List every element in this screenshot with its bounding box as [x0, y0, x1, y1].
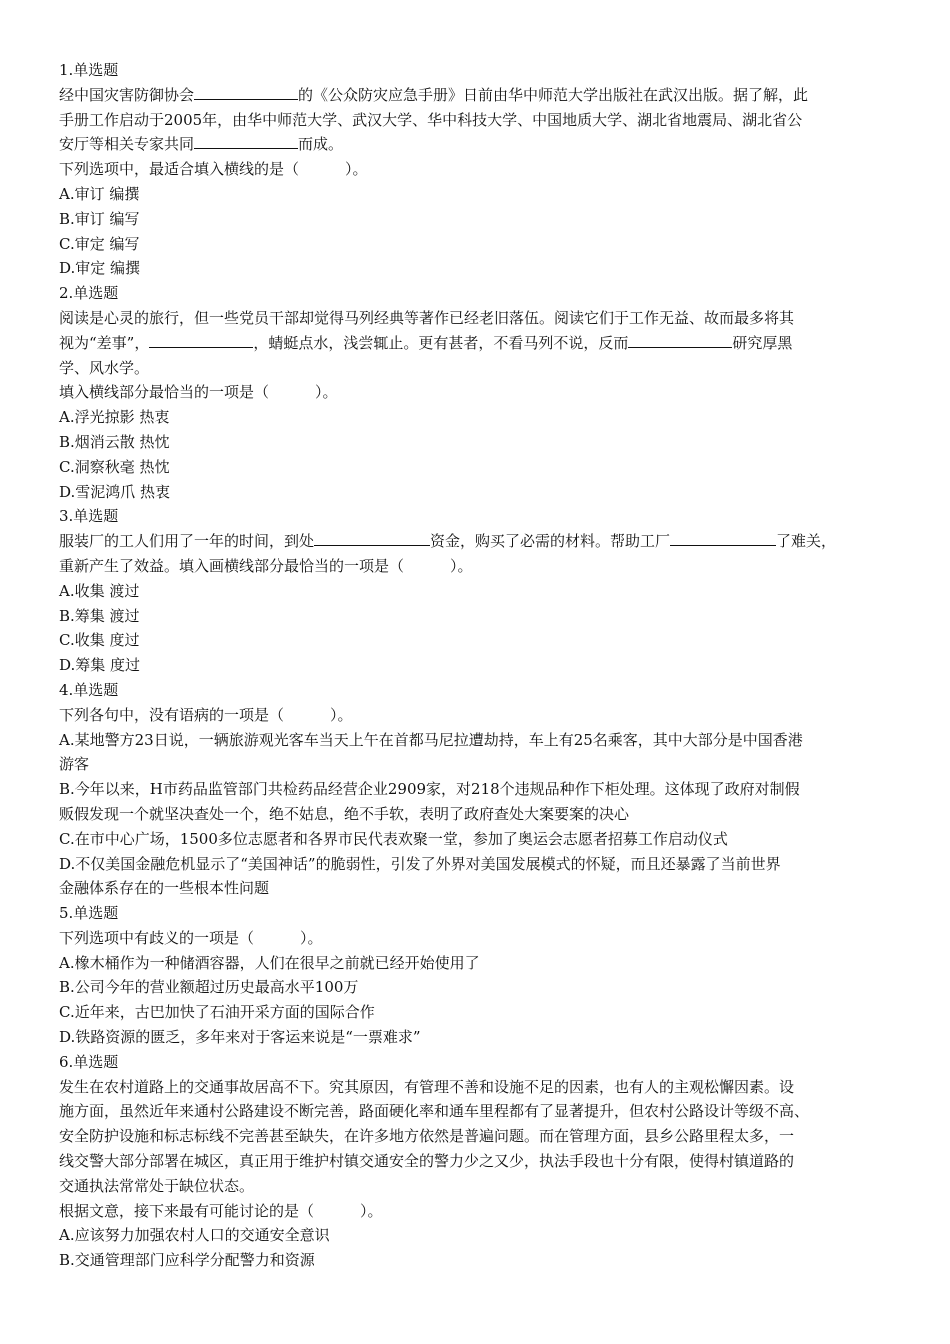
q6-heading: 6.单选题: [59, 1052, 119, 1071]
q4-option-c[interactable]: C.在市中心广场，1500多位志愿者和各界市民代表欢聚一堂，参加了奥运会志愿者招募工作启动仪式: [59, 829, 728, 848]
q6-stem-line-3: 安全防护设施和标志标线不完善甚至缺失，在许多地方依然是普遍问题。而在管理方面，县乡公路里程太多，一: [59, 1127, 795, 1146]
q5-option-a[interactable]: A.橡木桶作为一种储酒容器，人们在很早之前就已经开始使用了: [59, 953, 480, 972]
q1-option-c[interactable]: C.审定 编写: [59, 234, 140, 253]
q4-option-b-line-1[interactable]: B.今年以来，H市药品监管部门共检药品经营企业2909家，对218个违规品种作下柜处理。这体现了政府对制假: [59, 780, 800, 799]
q4-option-d-line-2[interactable]: 金融体系存在的一些根本性问题: [59, 879, 270, 898]
q2-option-c[interactable]: C.洞察秋毫 热忱: [59, 457, 170, 476]
fill-blank: [628, 333, 732, 348]
q6-stem-line-5: 交通执法常常处于缺位状态。: [59, 1176, 255, 1195]
q1-stem-line-2: 手册工作启动于2005年，由华中师范大学、武汉大学、华中科技大学、中国地质大学、湖北省地震局、湖北省公: [59, 110, 803, 129]
q6-option-b[interactable]: B.交通管理部门应科学分配警力和资源: [59, 1251, 315, 1270]
q4-option-a-line-2[interactable]: 游客: [59, 755, 90, 774]
q4-option-d-line-1[interactable]: D.不仅美国金融危机显示了“美国神话”的脆弱性，引发了外界对美国发展模式的怀疑，而且还暴露了当前世界: [59, 854, 781, 873]
q2-stem-line-3: 学、风水学。: [59, 358, 150, 377]
q6-stem-line-2: 施方面，虽然近年来通村公路建设不断完善，路面硬化率和通车里程都有了显著提升，但农村公路设计等级不高、: [59, 1102, 810, 1121]
q4-prompt: 下列各句中，没有语病的一项是（ ）。: [59, 705, 353, 724]
q3-stem-line-2: 重新产生了效益。填入画横线部分最恰当的一项是（ ）。: [59, 556, 473, 575]
q6-stem-line-4: 线交警大部分部署在城区，真正用于维护村镇交通安全的警力少之又少，执法手段也十分有限，使得村镇道路的: [59, 1152, 795, 1171]
q1-stem-line-3: 安厅等相关专家共同 而成。: [59, 135, 344, 154]
q1-prompt: 下列选项中，最适合填入横线的是（ ）。: [59, 160, 368, 179]
q3-option-d[interactable]: D.筹集 度过: [59, 656, 141, 675]
q6-stem-line-1: 发生在农村道路上的交通事故居高不下。究其原因，有管理不善和设施不足的因素，也有人的主观松懈因素。设: [59, 1077, 795, 1096]
fill-blank: [149, 333, 253, 348]
q5-prompt: 下列选项中有歧义的一项是（ ）。: [59, 928, 323, 947]
q3-option-a[interactable]: A.收集 渡过: [59, 581, 140, 600]
q3-option-b[interactable]: B.筹集 渡过: [59, 606, 140, 625]
exam-page: [59, 58, 891, 1273]
q3-heading: 3.单选题: [59, 507, 119, 526]
q4-option-b-line-2[interactable]: 贩假发现一个就坚决查处一个，绝不姑息，绝不手软，表明了政府查处大案要案的决心: [59, 804, 630, 823]
q1-heading: 1.单选题: [59, 61, 119, 79]
q4-option-a-line-1[interactable]: A.某地警方23日说，一辆旅游观光客车当天上午在首都马尼拉遭劫持，车上有25名乘客，其中大部分是中国香港: [59, 730, 803, 749]
q1-stem-line-1: 经中国灾害防御协会 的《公众防灾应急手册》日前由华中师范大学出版社在武汉出版。据了解，此: [59, 85, 809, 104]
fill-blank: [314, 531, 430, 546]
q2-option-d[interactable]: D.雪泥鸿爪 热衷: [59, 482, 171, 501]
q2-prompt: 填入横线部分最恰当的一项是（ ）。: [59, 383, 338, 402]
fill-blank: [194, 134, 298, 149]
q2-heading: 2.单选题: [59, 284, 119, 303]
q2-stem-line-2: 视为“差事”， ，蜻蜓点水，浅尝辄止。更有甚者，不看马列不说，反而 研究厚黑: [59, 333, 793, 352]
q4-heading: 4.单选题: [59, 680, 119, 699]
q2-option-a[interactable]: A.浮光掠影 热衷: [59, 408, 170, 427]
q5-option-d[interactable]: D.铁路资源的匮乏，多年来对于客运来说是“一票难求”: [59, 1028, 421, 1047]
fill-blank: [194, 85, 298, 100]
q6-prompt: 根据文意，接下来最有可能讨论的是（ ）。: [59, 1201, 383, 1220]
q3-option-c[interactable]: C.收集 度过: [59, 631, 140, 650]
q1-option-a[interactable]: A.审订 编撰: [59, 184, 140, 203]
q5-option-c[interactable]: C.近年来，古巴加快了石油开采方面的国际合作: [59, 1003, 375, 1022]
q1-option-d[interactable]: D.审定 编撰: [59, 259, 141, 278]
q2-option-b[interactable]: B.烟消云散 热忱: [59, 432, 170, 451]
q5-option-b[interactable]: B.公司今年的营业额超过历史最高水平100万: [59, 978, 359, 997]
q2-stem-line-1: 阅读是心灵的旅行，但一些党员干部却觉得马列经典等著作已经老旧落伍。阅读它们于工作无益、故而最多将其: [59, 308, 795, 327]
q1-option-b[interactable]: B.审订 编写: [59, 209, 140, 228]
q6-option-a[interactable]: A.应该努力加强农村人口的交通安全意识: [59, 1226, 330, 1245]
q5-heading: 5.单选题: [59, 904, 119, 923]
q3-stem-line-1: 服装厂的工人们用了一年的时间，到处 资金，购买了必需的材料。帮助工厂 了难关，: [59, 532, 837, 551]
fill-blank: [670, 531, 776, 546]
